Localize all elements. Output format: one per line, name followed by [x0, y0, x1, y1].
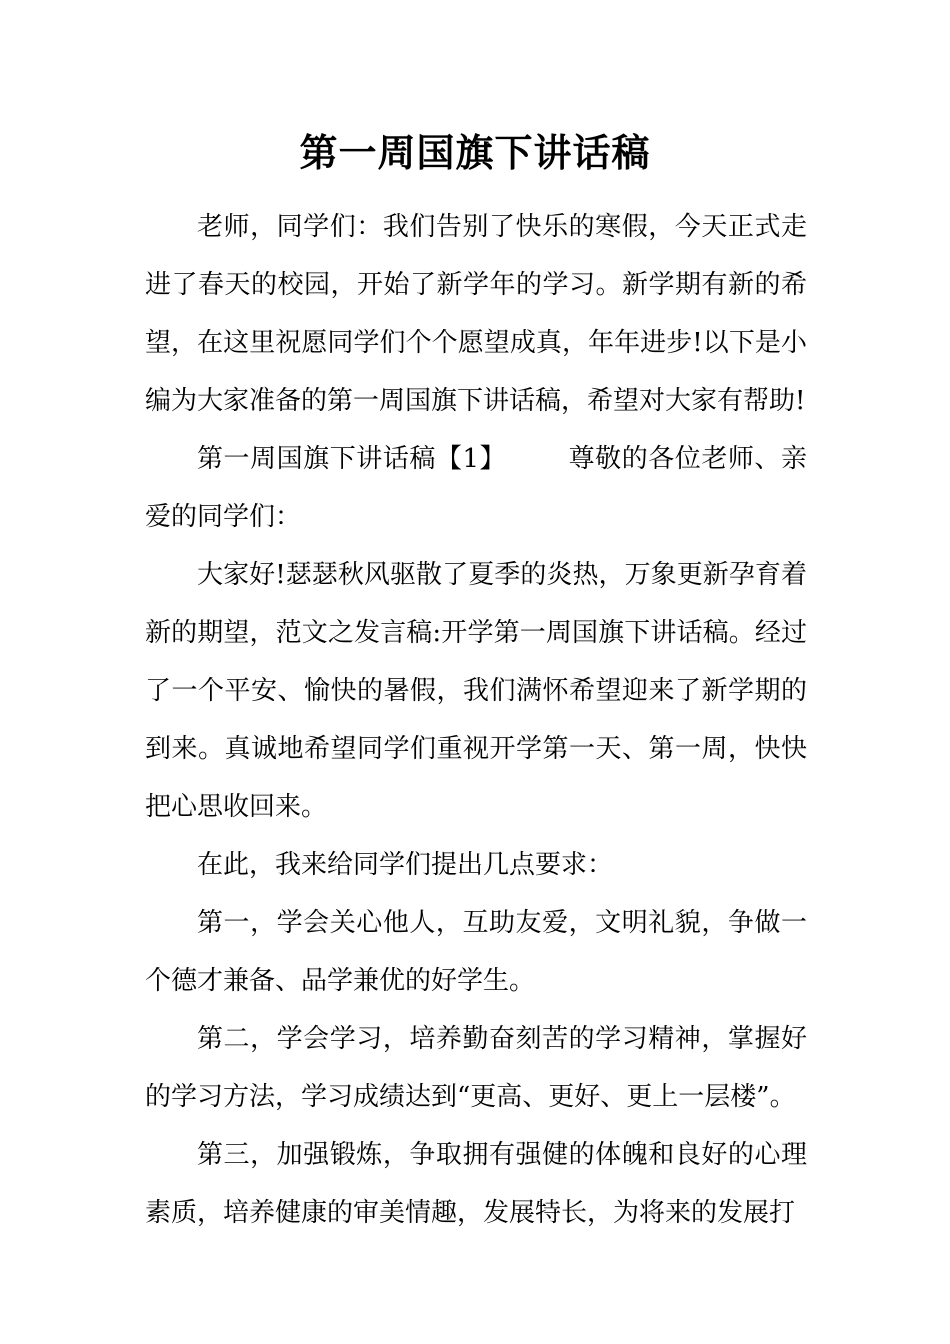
section-heading-paragraph: [145, 430, 807, 546]
salutation: 尊敬的各位老师、亲爱的同学们：: [145, 444, 807, 532]
requirement-one-paragraph: 第一，学会关心他人，互助友爱，文明礼貌，争做一个德才兼备、品学兼优的好学生。: [145, 908, 807, 996]
requirement-three-paragraph: 第三，加强锻炼，争取拥有强健的体魄和良好的心理素质，培养健康的审美情趣，发展特长，为将来的发展打: [145, 1140, 807, 1228]
intro-paragraph: 老师，同学们：我们告别了快乐的寒假，今天正式走进了春天的校园，开始了新学年的学习。新学期有新的希望，在这里祝愿同学们个个愿望成真，年年进步!以下是小编为大家准备的第一周国旗下讲话稿，希望对大家有帮助!: [145, 212, 807, 416]
requirement-two-paragraph: 第二，学会学习，培养勤奋刻苦的学习精神，掌握好的学习方法，学习成绩达到“更高、更好、更上一层楼”。: [145, 1024, 807, 1112]
section-heading: 第一周国旗下讲话稿【1】: [197, 444, 507, 474]
greeting-paragraph: 大家好!瑟瑟秋风驱散了夏季的炎热，万象更新孕育着新的期望，范文之发言稿:开学第一周国旗下讲话稿。经过了一个平安、愉快的暑假，我们满怀希望迎来了新学期的到来。真诚地希望同学们重视开学第一天、第一周，快快把心思收回来。: [145, 560, 807, 822]
document-title: 第一周国旗下讲话稿: [299, 130, 651, 175]
document-body: [145, 198, 807, 1242]
requirements-intro-paragraph: 在此，我来给同学们提出几点要求：: [197, 850, 614, 880]
